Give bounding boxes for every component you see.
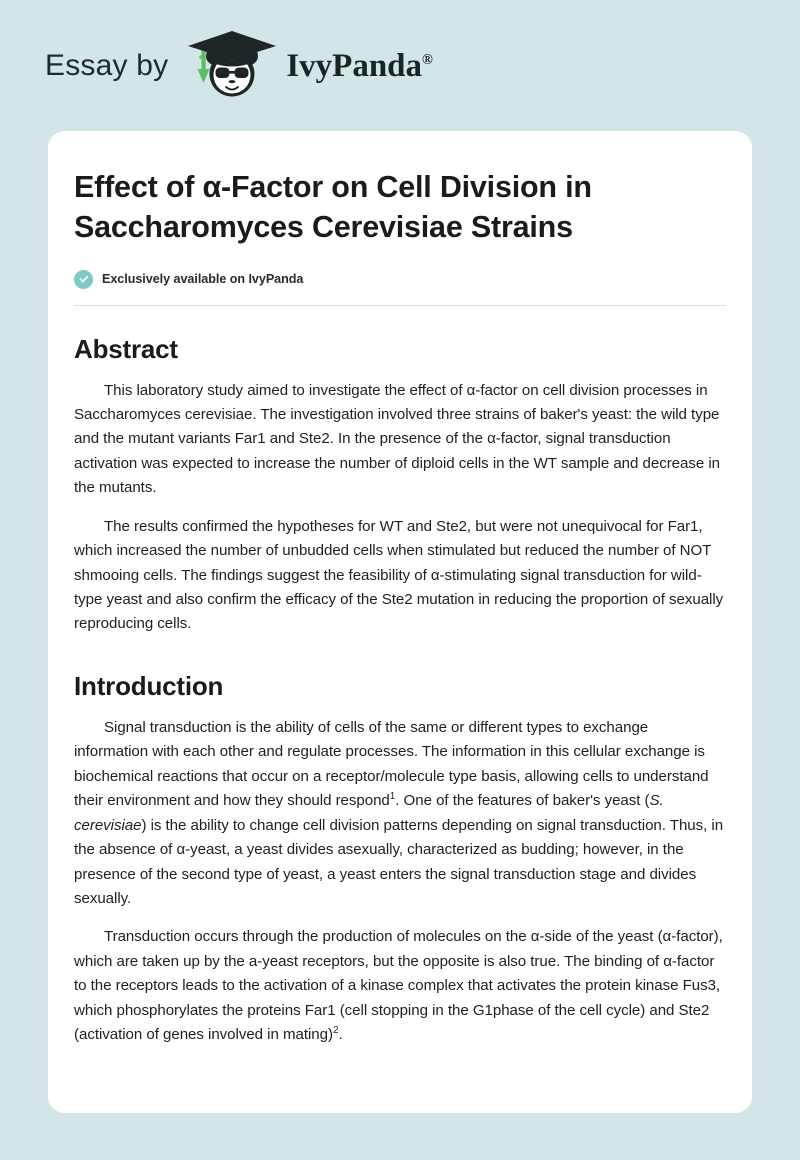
page-title: Effect of α-Factor on Cell Division in Saccharomyces Cerevisiae Strains <box>74 170 592 245</box>
status-badge <box>74 270 726 289</box>
italic-span: S. cerevisiae <box>74 792 664 834</box>
brand-wordmark <box>286 50 433 83</box>
paragraph: This laboratory study aimed to investigate the effect of α-factor on cell division processes in Saccharomyces cerevisiae. The investigation involved three strains of baker's yeast: the wild type and the mutant variants Far1 and Ste2. In the presence of the α-factor, signal transduction activation was expected to increase the number of diploid cells in the WT sample and decrease in the mutants. <box>74 381 720 497</box>
panda-graduate-logo-icon <box>180 31 280 101</box>
title-divider <box>74 305 726 306</box>
section-heading-abstract: Abstract <box>74 333 178 364</box>
paragraph: The results confirmed the hypotheses for WT and Ste2, but were not unequivocal for Far1, which increased the number of unbudded cells when stimulated but reduced the number of NOT shmooing cells. The findings suggest the feasibility of α-stimulating signal transduction for wild-type yeast and also confirm the efficacy of the Ste2 mutation in reducing the proportion of sexually reproducing cells. <box>74 517 724 633</box>
brand-name-text: IvyPanda <box>286 48 423 84</box>
brand-header <box>0 0 800 131</box>
paragraph: Transduction occurs through the production of molecules on the α-side of the yeast (α-factor), which are taken up by the a-yeast receptors, but the opposite is also true. The binding of α-factor to the receptors leads to the activation of a kinase complex that activates the protein kinase Fus3, which phosphorylates the proteins Far1 (cell stopping in the G1phase of the cell cycle) and Ste2 (activation of genes involved in mating)$^2$. <box>74 928 723 1044</box>
citation-superscript: 2 <box>332 1025 339 1037</box>
document-body <box>74 334 726 1048</box>
status-badge-label: Exclusively available on IvyPanda <box>102 272 304 286</box>
essay-paper-card <box>48 131 752 1113</box>
section-heading-introduction: Introduction <box>74 670 224 701</box>
essay-by-label: Essay by <box>45 48 169 82</box>
paragraph: Signal transduction is the ability of cells of the same or different types to exchange information with each other and regulate processes. The information in this cellular exchange is biochemical reactions that occur on a receptor/molecule type basis, allowing cells to understand their environment and how they should respond$^1$. One of the features of baker's yeast (S. cerevisiae) is the ability to change cell division patterns depending on signal transduction. Thus, in the absence of α-yeast, a yeast divides asexually, characterized as budding; however, in the presence of the second type of yeast, a yeast enters the signal transduction stage and divides sexually. <box>74 718 724 907</box>
citation-superscript: 1 <box>389 791 396 803</box>
ivypanda-logo-lockup[interactable] <box>45 31 433 101</box>
check-circle-icon <box>74 270 93 289</box>
registered-trademark-symbol: ® <box>422 52 433 68</box>
